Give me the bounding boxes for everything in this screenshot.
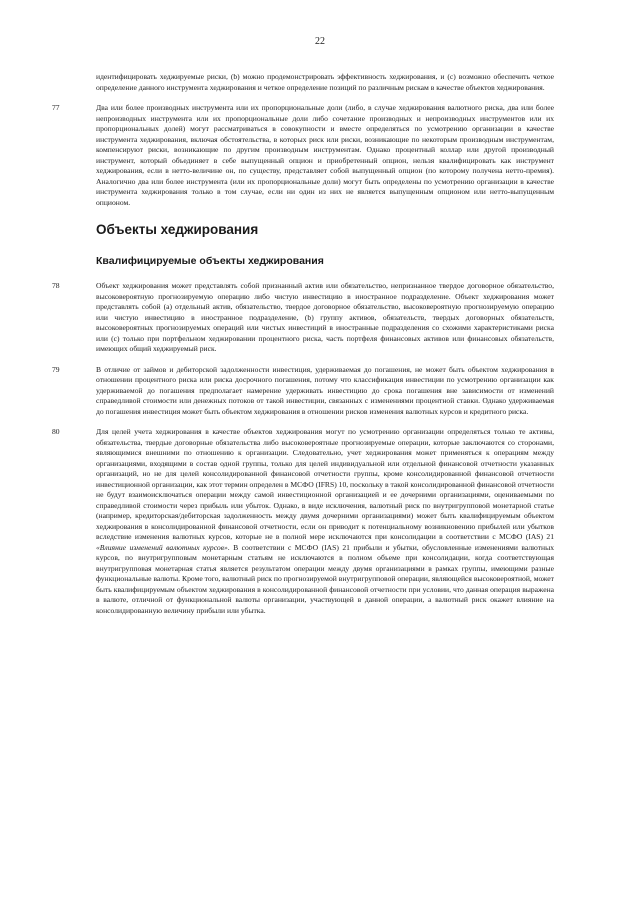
text-segment: . В соответствии с МСФО (IAS) 21 прибыли и убытки, обусловленные изменениями валютных курсов, по внутригрупповым монетарным статьям не исключаются в полном объеме при консолидации, когда соответствующая внутригрупповая монетарная статья является результатом операции между двумя организациями в рамках группы, имеющими разные функциональные валюты. Кроме того, валютный риск по прогнозируемой внутригрупповой операции, являющейся высоковероятной, может быть квалифицируемым объектом хеджирования в консолидированной финансовой отчетности при условии, что данная операция выражена в валюте, отличной от функциональной валюты организации, участвующей в данной операции, а валютный риск окажет влияние на консолидированную величину прибыли или убытка. — [96, 542, 554, 615]
document-body — [52, 72, 554, 616]
paragraph-text: В отличие от займов и дебиторской задолженности инвестиция, удерживаемая до погашения, не может быть объектом хеджирования в отношении процентного риска или риска досрочного погашения, потому что классификация инвестиции по усмотрению организации как удерживаемой до погашения предполагает намерение удерживать инвестицию до срока погашения вне зависимости от изменений справедливой стоимости или денежных потоков от такой инвестиции, связанных с изменениями процентной ставки. Однако удерживаемая до погашения инвестиция может быть объектом хеджирования в отношении рисков изменения валютных курсов и кредитного риска. — [96, 364, 554, 416]
paragraph-text — [96, 427, 554, 616]
italic-title: «Влияние изменений валютных курсов» — [96, 542, 228, 552]
paragraph-text: идентифицировать хеджируемые риски, (b) можно продемонстрировать эффективность хеджирования, и (с) возможно обеспечить четкое определение данного инструмента хеджирования и четкое определение позиций по различным рискам в качестве объектов хеджирования. — [96, 72, 554, 92]
paragraph-number: 78 — [52, 281, 60, 290]
paragraph-number: 80 — [52, 427, 60, 436]
paragraph-number: 79 — [52, 364, 60, 374]
paragraph-79 — [52, 365, 554, 418]
text-segment: Для целей учета хеджирования в качестве объектов хеджирования могут по усмотрению организации определяться только те активы, обязательства, твердые договорные обязательства либо высоковероятные прогнозируемые операции, которые заключаются со сторонами, являющимися внешними по отношению к организации. Следовательно, учет хеджирования может применяться к операциям между организациями, входящими в состав одной группы, только для целей индивидуальной или отдельной финансовой отчетности указанных организаций, но не для целей консолидированной финансовой отчетности группы, кроме консолидированной финансовой отчетности инвестиционной организации, как этот термин определен в МСФО (IFRS) 10, поскольку в такой консолидированной финансовой отчетности не будут взаимоисключаться операции между самой инвестиционной организацией и ее дочерними организациями, оцениваемыми по справедливой стоимости через прибыль или убыток. Однако, в виде исключения, валютный риск по внутригрупповой монетарной статье (например, кредиторская/дебиторская задолженность между двумя дочерними организациями) может быть квалифицируемым объектом хеджирования в консолидированной финансовой отчетности, если он приводит к потенциальному возникновению прибылей или убытков вследствие изменения валютных курсов, которые не в полной мере исключаются при консолидации в соответствии с МСФО (IAS) 21 — [96, 427, 554, 541]
section-title: Объекты хеджирования — [96, 222, 259, 237]
paragraph-continuation — [52, 72, 554, 93]
paragraph-text: Объект хеджирования может представлять собой признанный актив или обязательство, непризнанное твердое договорное обязательство, высоковероятную прогнозируемую операцию либо чистую инвестицию в иностранное подразделение. Объект хеджирования может представлять собой (a) отдельный актив, обязательство, твердое договорное обязательство, высоковероятную прогнозируемую операцию или чистую инвестицию в иностранное подразделение, (b) группу активов, обязательств, твердых договорных обязательств, высоковероятных прогнозируемых операций или чистых инвестиций в иностранные подразделения со схожими характеристиками риска или (с) только при портфельном хеджировании процентного риска, часть портфеля финансовых активов или финансовых обязательств, имеющих общий хеджируемый риск. — [96, 281, 554, 353]
page-number: 22 — [315, 36, 325, 47]
paragraph-80 — [52, 427, 554, 616]
paragraph-text: Два или более производных инструмента или их пропорциональные доли (либо, в случае хеджирования валютного риска, два или более непроизводных инструмента или их пропорциональные доли либо сочетание производных и непроизводных инструментов или их пропорциональных долей) могут рассматриваться в совокупности и вместе определяться по усмотрению организации в качестве инструмента хеджирования, включая обстоятельства, в которых риск или риски, возникающие по некоторым производным инструментам, компенсируют риски, возникающие по другим производным инструментам. Однако процентный коллар или другой производный инструмент, который объединяет в себе выпущенный опцион и приобретенный опцион, нельзя квалифицировать как инструмент хеджирования, если в нетто-величине он, по существу, представляет собой выпущенный опцион (по которому получена нетто-премия). Аналогично два или более инструмента (или их пропорциональные доли) могут быть определены по усмотрению организации в качестве инструмента хеджирования только в том случае, если ни один из них не является выпущенным опционом или нетто-выпущенным опционом. — [96, 103, 554, 207]
subsection-title: Квалифицируемые объекты хеджирования — [96, 255, 324, 267]
paragraph-number: 77 — [52, 103, 60, 112]
paragraph-78 — [52, 281, 554, 355]
paragraph-77 — [52, 103, 554, 208]
